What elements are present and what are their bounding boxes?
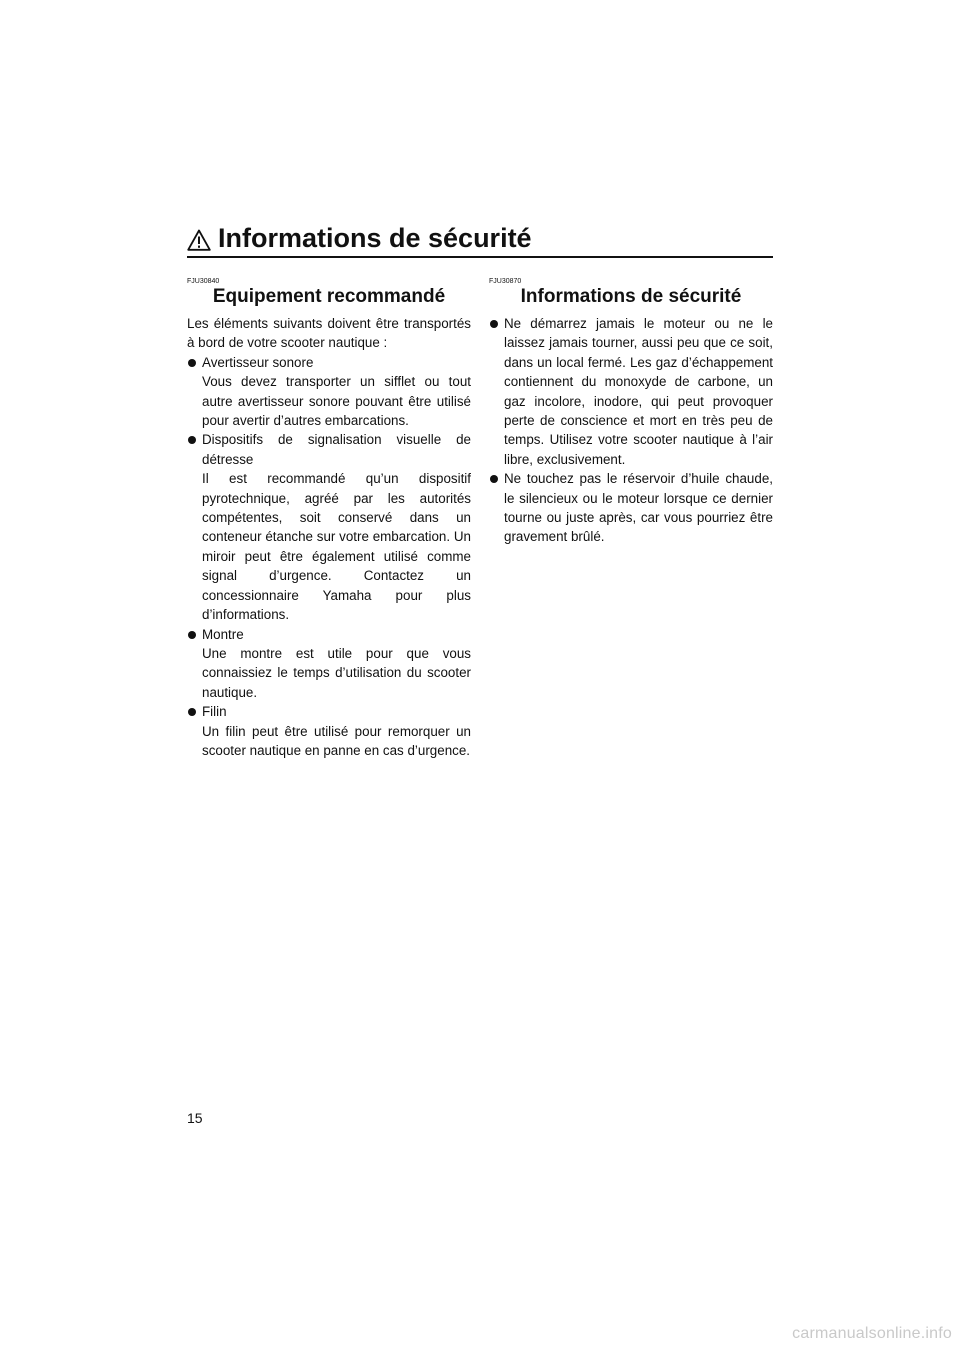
bullet-icon bbox=[490, 475, 498, 483]
list-item-text: Une montre est utile pour que vous connaissiez le temps d’utilisation du scooter nautique. bbox=[202, 645, 471, 700]
watermark: carmanualsonline.info bbox=[792, 1325, 952, 1342]
list-item-text: Il est recommandé qu’un dispositif pyrotechnique, agréé par les autorités compétentes, soit conservé dans un conteneur étanche sur votre embarcation. Un miroir peut être également utilisé comme signal d’urgence. Contactez un concessionnaire Yamaha pour plus d’informations. bbox=[202, 471, 471, 623]
section-title: Informations de sécurité bbox=[520, 286, 742, 307]
list-item bbox=[187, 702, 471, 760]
bullet-icon bbox=[490, 320, 498, 328]
warning-triangle-icon bbox=[187, 229, 211, 251]
bullet-icon bbox=[188, 631, 196, 639]
page-header-title: Informations de sécurité bbox=[218, 223, 532, 253]
list-item-label: Avertisseur sonore bbox=[202, 354, 314, 370]
list-item bbox=[187, 430, 471, 624]
page-header bbox=[187, 224, 773, 258]
list-item-text: Ne démarrez jamais le moteur ou ne le laissez jamais tourner, aussi peu que ce soit, dans un local fermé. Les gaz d’échappement contiennent du monoxyde de carbone, un gaz incolore, inodore, qui peut provoquer perte de conscience et mort en très peu de temps. Utilisez votre scooter nautique à l’air libre, exclusivement. bbox=[504, 316, 773, 467]
page-number: 15 bbox=[187, 1110, 203, 1126]
right-column bbox=[489, 278, 773, 547]
bullet-icon bbox=[188, 436, 196, 444]
left-column bbox=[187, 278, 471, 760]
bullet-icon bbox=[188, 708, 196, 716]
section-code: FJU30840 bbox=[187, 278, 220, 285]
bullet-icon bbox=[188, 359, 196, 367]
section-title: Equipement recommandé bbox=[212, 286, 446, 307]
list-item-label: Montre bbox=[202, 626, 244, 642]
list-item-label: Filin bbox=[202, 704, 227, 720]
list-item bbox=[187, 353, 471, 431]
list-item bbox=[187, 625, 471, 703]
section-code: FJU30870 bbox=[489, 278, 522, 285]
list-item-label: Dispositifs de signalisation visuelle de détresse bbox=[202, 432, 471, 467]
list-item bbox=[489, 469, 773, 547]
intro-paragraph: Les éléments suivants doivent être transportés à bord de votre scooter nautique : bbox=[187, 316, 471, 351]
list-item-text: Un filin peut être utilisé pour remorquer un scooter nautique en panne en cas d’urgence. bbox=[202, 723, 471, 758]
list-item bbox=[489, 314, 773, 469]
list-item-text: Vous devez transporter un sifflet ou tout autre avertisseur sonore pouvant être utilisé pour avertir d’autres embarcations. bbox=[202, 374, 471, 429]
list-item-text: Ne touchez pas le réservoir d’huile chaude, le silencieux ou le moteur lorsque ce dernier tourne ou juste après, car vous pourriez être gravement brûlé. bbox=[504, 471, 773, 545]
